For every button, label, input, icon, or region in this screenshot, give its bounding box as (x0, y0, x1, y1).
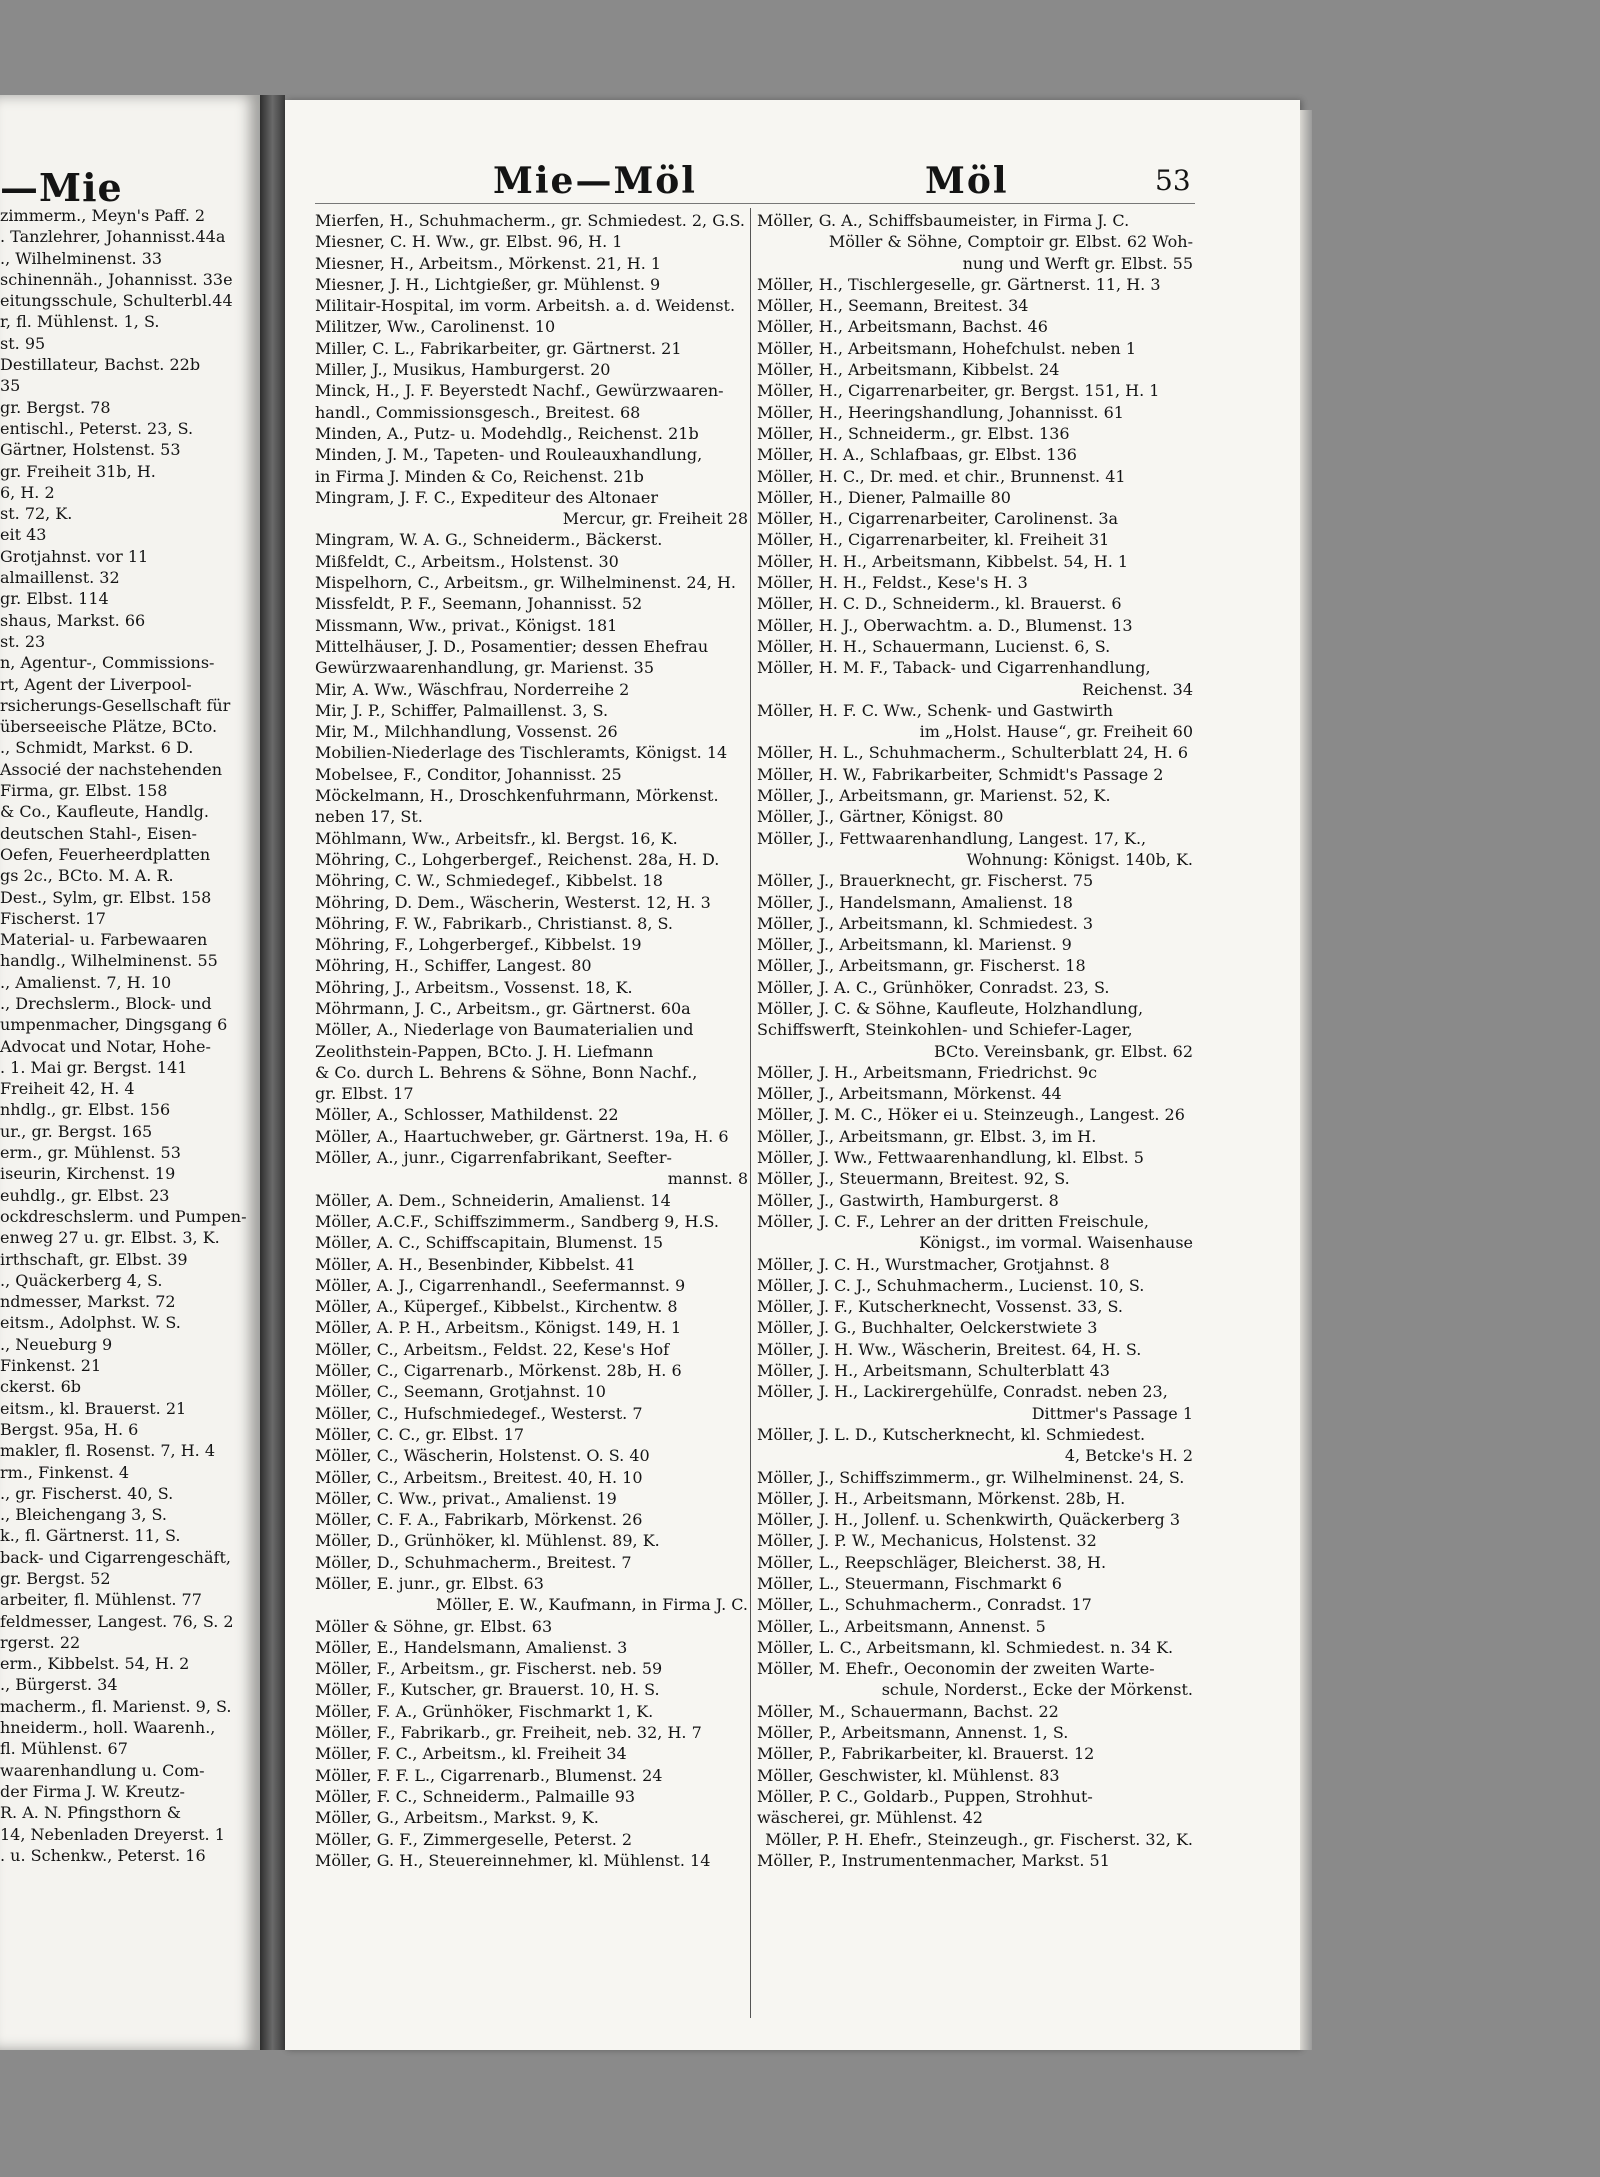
directory-entry: schule, Norderst., Ecke der Mörkenst. (881, 1680, 1193, 1700)
directory-entry: Möller, C. Ww., privat., Amalienst. 19 (315, 1488, 617, 1508)
directory-entry: Möller, H. J., Oberwachtm. a. D., Blumenst. 13 (757, 615, 1133, 635)
directory-entry: irthschaft, gr. Elbst. 39 (0, 1249, 188, 1269)
directory-entry: Mir, M., Milchhandlung, Vossenst. 26 (315, 722, 618, 742)
directory-entry: Finkenst. 21 (0, 1356, 102, 1376)
directory-entry: st. 23 (0, 631, 46, 651)
directory-entry: hneiderm., holl. Waarenh., (0, 1718, 216, 1738)
directory-entry: Missfeldt, P. F., Seemann, Johannisst. 52 (315, 594, 643, 614)
directory-entry: Möller, J. M. C., Höker ei u. Steinzeugh., Langest. 26 (757, 1105, 1185, 1125)
directory-entry: Möller, A. H., Besenbinder, Kibbelst. 41 (315, 1254, 636, 1274)
directory-entry: Miller, J., Musikus, Hamburgerst. 20 (315, 360, 611, 380)
directory-entry: Möller, G. H., Steuereinnehmer, kl. Mühlenst. 14 (315, 1850, 711, 1870)
directory-entry: Möller, G. A., Schiffsbaumeister, in Firma J. C. (757, 211, 1130, 230)
directory-entry: rgerst. 22 (0, 1632, 81, 1652)
directory-entry: Möller, H., Cigarrenarbeiter, kl. Freiheit 31 (757, 530, 1110, 550)
directory-entry: Möller, H., Arbeitsmann, Kibbelst. 24 (757, 360, 1060, 380)
directory-entry: Advocat und Notar, Hohe- (0, 1036, 211, 1056)
directory-entry: Möller, P. C., Goldarb., Puppen, Strohhut- (757, 1786, 1093, 1806)
left-page-lines (0, 205, 260, 1866)
directory-entry: Möhring, J., Arbeitsm., Vossenst. 18, K. (315, 977, 633, 997)
directory-entry: Mierfen, H., Schuhmacherm., gr. Schmiedest. 2, G.S. (315, 211, 745, 230)
directory-entry: eitsm., Adolphst. W. S. (0, 1313, 181, 1333)
directory-entry: Möller, P., Arbeitsmann, Annenst. 1, S. (757, 1723, 1069, 1743)
directory-entry: 4, Betcke's H. 2 (1064, 1446, 1193, 1466)
directory-entry: ckerst. 6b (0, 1377, 82, 1397)
directory-entry: Möller, E. W., Kaufmann, in Firma J. C. (435, 1595, 748, 1615)
directory-entry: R. A. N. Pfingsthorn & (0, 1803, 181, 1823)
directory-entry: ., Bürgerst. 34 (0, 1675, 118, 1695)
directory-entry: Möller, J. F., Kutscherknecht, Vossenst. 33, S. (757, 1297, 1123, 1317)
directory-entry: Möhring, C. W., Schmiedegef., Kibbelst. 18 (315, 871, 663, 891)
directory-entry: ., Schmidt, Markst. 6 D. (0, 738, 194, 758)
directory-entry: Möhring, F. W., Fabrikarb., Christianst. 8, S. (315, 913, 673, 933)
directory-entry: 6, H. 2 (0, 482, 55, 502)
directory-entry: nung und Werft gr. Elbst. 55 (962, 253, 1193, 273)
directory-entry: überseeische Plätze, BCto. (0, 717, 218, 737)
directory-entry: Möller, Geschwister, kl. Mühlenst. 83 (757, 1765, 1060, 1785)
directory-entry: Mercur, gr. Freiheit 28 (562, 509, 748, 529)
directory-entry: Mittelhäuser, J. D., Posamentier; dessen Ehefrau (315, 636, 709, 656)
directory-entry: Möller, A. P. H., Arbeitsm., Königst. 149, H. 1 (315, 1318, 682, 1338)
directory-entry: nhdlg., gr. Elbst. 156 (0, 1100, 171, 1120)
directory-entry: deutschen Stahl-, Eisen- (0, 823, 197, 843)
directory-entry: gs 2c., BCto. M. A. R. (0, 866, 174, 886)
directory-entry: Möller, J., Arbeitsmann, gr. Marienst. 52, K. (757, 786, 1111, 806)
directory-entry: Möller, F. A., Grünhöker, Fischmarkt 1, K. (315, 1701, 654, 1721)
directory-entry: ., gr. Fischerst. 40, S. (0, 1483, 174, 1503)
left-page-header: —Mie (0, 165, 123, 210)
directory-entry: Möhring, D. Dem., Wäscherin, Westerst. 12, H. 3 (315, 892, 711, 912)
directory-entry: Möller, F. C., Arbeitsm., kl. Freiheit 34 (315, 1744, 627, 1764)
directory-entry: erm., Kibbelst. 54, H. 2 (0, 1654, 190, 1674)
directory-entry: Miesner, C. H. Ww., gr. Elbst. 96, H. 1 (315, 232, 623, 252)
directory-entry: zimmerm., Meyn's Paff. 2 (0, 206, 206, 225)
directory-entry: Möller, F., Kutscher, gr. Brauerst. 10, H. S. (315, 1680, 660, 1700)
directory-entry: Möller, J., Schiffszimmerm., gr. Wilhelminenst. 24, S. (757, 1467, 1185, 1487)
directory-entry: Miesner, H., Arbeitsm., Mörkenst. 21, H. 1 (315, 253, 662, 273)
directory-entry: Möller, L. C., Arbeitsmann, kl. Schmiedest. n. 34 K. (757, 1637, 1174, 1657)
directory-entry: 14, Nebenladen Dreyerst. 1 (0, 1824, 225, 1844)
directory-entry: Möller, J. Ww., Fettwaarenhandlung, kl. Elbst. 5 (757, 1148, 1144, 1168)
directory-entry: Möller, C. C., gr. Elbst. 17 (315, 1424, 525, 1444)
directory-entry: wäscherei, gr. Mühlenst. 42 (757, 1808, 983, 1828)
directory-entry: Möller, H. H., Feldst., Kese's H. 3 (757, 573, 1028, 593)
book-gutter (260, 95, 285, 2050)
right-page (285, 100, 1300, 2050)
directory-entry: Möller, F., Fabrikarb., gr. Freiheit, neb. 32, H. 7 (315, 1723, 702, 1743)
directory-entry: entischl., Peterst. 23, S. (0, 418, 194, 438)
directory-entry: Möller, P., Instrumentenmacher, Markst. 51 (757, 1850, 1110, 1870)
page-number: 53 (1155, 164, 1191, 197)
directory-entry: Firma, gr. Elbst. 158 (0, 781, 168, 801)
directory-entry: n, Agentur-, Commissions- (0, 653, 215, 673)
running-header-right: Möl (925, 160, 1009, 202)
directory-entry: Möller, H., Schneiderm., gr. Elbst. 136 (757, 423, 1070, 443)
directory-entry: Dest., Sylm, gr. Elbst. 158 (0, 887, 212, 907)
directory-entry: Möhring, F., Lohgerbergef., Kibbelst. 19 (315, 935, 642, 955)
directory-entry: k., fl. Gärtnerst. 11, S. (0, 1526, 181, 1546)
directory-entry: back- und Cigarrengeschäft, (0, 1547, 231, 1567)
directory-entry: Gewürzwaarenhandlung, gr. Marienst. 35 (315, 658, 654, 678)
directory-entry: Möller, A. Dem., Schneiderin, Amalienst. 14 (315, 1190, 671, 1210)
directory-entry: gr. Elbst. 114 (0, 589, 109, 609)
directory-entry: in Firma J. Minden & Co, Reichenst. 21b (315, 466, 644, 486)
directory-entry: Möller, A., junr., Cigarrenfabrikant, Seefter- (315, 1148, 672, 1168)
directory-entry: Möller, J., Brauerknecht, gr. Fischerst. 75 (757, 871, 1094, 891)
directory-entry: umpenmacher, Dingsgang 6 (0, 1015, 228, 1035)
directory-entry: eit 43 (0, 525, 47, 545)
directory-entry: Möller, C., Hufschmiedegef., Westerst. 7 (315, 1403, 643, 1423)
directory-entry: Möller, C. F. A., Fabrikarb, Mörkenst. 26 (315, 1510, 643, 1530)
directory-entry: Möller, H., Arbeitsmann, Bachst. 46 (757, 317, 1048, 337)
directory-entry: shaus, Markst. 66 (0, 610, 146, 630)
directory-entry: Möller, H. W., Fabrikarbeiter, Schmidt's Passage 2 (757, 764, 1164, 784)
directory-entry: Möller, J., Arbeitsmann, Mörkenst. 44 (757, 1084, 1062, 1104)
directory-entry: Möller, A. J., Cigarrenhandl., Seefermannst. 9 (315, 1275, 686, 1295)
directory-entry: Mir, A. Ww., Wäschfrau, Norderreihe 2 (315, 679, 630, 699)
directory-entry: Oefen, Feuerheerdplatten (0, 844, 211, 864)
directory-entry: Möller, J., Arbeitsmann, gr. Elbst. 3, im H. (757, 1126, 1097, 1146)
running-header-left: Mie—Möl (493, 160, 697, 202)
directory-entry: Möller, J. H., Arbeitsmann, Schulterblatt 43 (757, 1361, 1110, 1381)
directory-entry: Missmann, Ww., privat., Königst. 181 (315, 615, 618, 635)
directory-entry: Mispelhorn, C., Arbeitsm., gr. Wilhelminenst. 24, H. (315, 573, 736, 593)
directory-entry: Möhrmann, J. C., Arbeitsm., gr. Gärtnerst. 60a (315, 998, 691, 1018)
directory-entry: waarenhandlung u. Com- (0, 1760, 205, 1780)
directory-entry: Möller, A., Schlosser, Mathildenst. 22 (315, 1105, 619, 1125)
directory-entry: Militair-Hospital, im vorm. Arbeitsh. a. d. Weidenst. (315, 296, 736, 316)
directory-entry: Möller, H. C. D., Schneiderm., kl. Brauerst. 6 (757, 594, 1122, 614)
directory-entry: Möller, L., Schuhmacherm., Conradst. 17 (757, 1595, 1092, 1615)
directory-entry: Möller, L., Steuermann, Fischmarkt 6 (757, 1574, 1062, 1593)
directory-entry: Möller, H. A., Schlafbaas, gr. Elbst. 136 (757, 445, 1077, 465)
directory-entry: Minden, A., Putz- u. Modehdlg., Reichenst. 21b (315, 423, 699, 443)
directory-entry: handlg., Wilhelminenst. 55 (0, 951, 218, 971)
directory-entry: Miesner, J. H., Lichtgießer, gr. Mühlenst. 9 (315, 274, 661, 294)
directory-entry: Material- u. Farbewaaren (0, 930, 208, 950)
directory-entry: Mobelsee, F., Conditor, Johannisst. 25 (315, 764, 622, 784)
directory-entry: arbeiter, fl. Mühlenst. 77 (0, 1590, 202, 1610)
directory-entry: ., Bleichengang 3, S. (0, 1505, 167, 1525)
directory-entry: Möller, C., Wäscherin, Holstenst. O. S. 40 (315, 1446, 650, 1466)
directory-entry: ndmesser, Markst. 72 (0, 1292, 176, 1312)
directory-entry: Möller, J. C. F., Lehrer an der dritten Freischule, (757, 1211, 1149, 1231)
directory-entry: r, fl. Mühlenst. 1, S. (0, 312, 160, 332)
directory-entry: Möller & Söhne, gr. Elbst. 63 (315, 1616, 553, 1636)
left-page (0, 95, 260, 2050)
directory-entry: ockdreschslerm. und Pumpen- (0, 1206, 247, 1226)
directory-entry: Möller, A.C.F., Schiffszimmerm., Sandberg 9, H.S. (315, 1211, 720, 1231)
directory-entry: im „Holst. Hause“, gr. Freiheit 60 (919, 722, 1193, 742)
directory-entry: Möller, E., Handelsmann, Amalienst. 3 (315, 1637, 628, 1657)
directory-entry: Möller, P. H. Ehefr., Steinzeugh., gr. Fischerst. 32, K. (765, 1829, 1193, 1849)
directory-entry: Möller, J. H., Lackirergehülfe, Conradst. neben 23, (757, 1382, 1168, 1402)
directory-entry: Möhring, H., Schiffer, Langest. 80 (315, 956, 592, 976)
directory-entry: Möller, C., Arbeitsm., Breitest. 40, H. 10 (315, 1467, 643, 1487)
directory-entry: & Co. durch L. Behrens & Söhne, Bonn Nachf., (315, 1062, 698, 1082)
directory-entry: Möller, J. G., Buchhalter, Oelckerstwiete 3 (757, 1318, 1098, 1338)
directory-entry: Möller, J. H. Ww., Wäscherin, Breitest. 64, H. S. (757, 1339, 1142, 1359)
directory-entry: . u. Schenkw., Peterst. 16 (0, 1845, 206, 1865)
directory-entry: Zeolithstein-Pappen, BCto. J. H. Liefmann (315, 1041, 654, 1061)
directory-entry: gr. Bergst. 78 (0, 397, 111, 417)
directory-entry: Möller, J., Fettwaarenhandlung, Langest. 17, K., (757, 828, 1147, 848)
directory-entry: Möller, P., Fabrikarbeiter, kl. Brauerst. 12 (757, 1744, 1095, 1764)
directory-entry: Möller, C., Arbeitsm., Feldst. 22, Kese's Hof (315, 1339, 670, 1359)
directory-entry: Möller, D., Schuhmacherm., Breitest. 7 (315, 1552, 632, 1572)
directory-entry: Möller, H., Seemann, Breitest. 34 (757, 296, 1029, 316)
directory-entry: gr. Freiheit 31b, H. (0, 461, 156, 481)
directory-entry: Möller, J., Arbeitsmann, kl. Schmiedest. 3 (757, 913, 1094, 933)
directory-entry: ., Amalienst. 7, H. 10 (0, 972, 172, 992)
directory-entry: eitsm., kl. Brauerst. 21 (0, 1398, 187, 1418)
directory-entry: Möller, H. M. F., Taback- und Cigarrenhandlung, (757, 658, 1151, 678)
directory-entry: Möller, H., Diener, Palmaille 80 (757, 487, 1011, 507)
directory-entry: Möller, J. H., Jollenf. u. Schenkwirth, Quäckerberg 3 (757, 1510, 1181, 1530)
directory-entry: Möller, J. C. J., Schuhmacherm., Lucienst. 10, S. (757, 1275, 1145, 1295)
directory-entry: Königst., im vormal. Waisenhause (919, 1233, 1193, 1253)
directory-entry: Möller, J., Gastwirth, Hamburgerst. 8 (757, 1190, 1059, 1210)
directory-entry: 35 (0, 376, 21, 396)
directory-entry: Möller, L., Arbeitsmann, Annenst. 5 (757, 1616, 1046, 1636)
directory-entry: neben 17, St. (315, 807, 423, 827)
directory-entry: almaillenst. 32 (0, 568, 120, 588)
directory-entry: ., Neueburg 9 (0, 1334, 113, 1354)
directory-entry: Dittmer's Passage 1 (1031, 1403, 1193, 1423)
directory-entry: Möller, L., Reepschläger, Bleicherst. 38, H. (757, 1552, 1107, 1572)
directory-entry: Möller, J., Arbeitsmann, gr. Fischerst. 18 (757, 956, 1086, 976)
directory-entry: Möller, M., Schauermann, Bachst. 22 (757, 1701, 1059, 1721)
directory-entry: makler, fl. Rosenst. 7, H. 4 (0, 1441, 216, 1461)
directory-entry: Möller, J., Arbeitsmann, kl. Marienst. 9 (757, 935, 1072, 955)
directory-entry: Möller, H. L., Schuhmacherm., Schulterblatt 24, H. 6 (757, 743, 1189, 763)
directory-entry: rt, Agent der Liverpool- (0, 674, 192, 694)
directory-entry: . Tanzlehrer, Johannisst.44a (0, 227, 226, 247)
directory-entry: eitungsschule, Schulterbl.44 (0, 291, 233, 311)
directory-entry: ., Drechslerm., Block- und (0, 993, 212, 1013)
directory-entry: Möller, J. C. & Söhne, Kaufleute, Holzhandlung, (757, 998, 1144, 1018)
directory-entry: Möhring, C., Lohgerbergef., Reichenst. 28a, H. D. (315, 849, 720, 869)
directory-entry: Reichenst. 34 (1082, 679, 1193, 699)
directory-entry: rsicherungs-Gesellschaft für (0, 695, 231, 715)
directory-entry: Miller, C. L., Fabrikarbeiter, gr. Gärtnerst. 21 (315, 338, 682, 358)
directory-entry: euhdlg., gr. Elbst. 23 (0, 1185, 170, 1205)
directory-entry: Möller, G., Arbeitsm., Markst. 9, K. (315, 1808, 599, 1828)
directory-entry: Möller, A. C., Schiffscapitain, Blumenst. 15 (315, 1233, 664, 1253)
directory-entry: Möller, H. C., Dr. med. et chir., Brunnenst. 41 (757, 466, 1126, 486)
directory-entry: Associé der nachstehenden (0, 759, 222, 779)
directory-entry: Militzer, Ww., Carolinenst. 10 (315, 317, 556, 337)
directory-entry: feldmesser, Langest. 76, S. 2 (0, 1611, 234, 1631)
directory-entry: Möller, J., Steuermann, Breitest. 92, S. (757, 1169, 1070, 1189)
directory-entry: Möller, H. F. C. Ww., Schenk- und Gastwirth (757, 700, 1114, 720)
directory-entry: Möller, H., Arbeitsmann, Hohefchulst. neben 1 (757, 338, 1136, 358)
directory-entry: Möller, F. C., Schneiderm., Palmaille 93 (315, 1786, 636, 1806)
directory-entry: Möller, J. H., Arbeitsmann, Mörkenst. 28b, H. (757, 1488, 1126, 1508)
directory-entry: enweg 27 u. gr. Elbst. 3, K. (0, 1228, 220, 1248)
directory-entry: Destillateur, Bachst. 22b (0, 355, 201, 375)
directory-entry: BCto. Vereinsbank, gr. Elbst. 62 (933, 1041, 1193, 1061)
directory-entry: gr. Bergst. 52 (0, 1569, 111, 1588)
directory-entry: ur., gr. Bergst. 165 (0, 1121, 153, 1141)
directory-entry: Möller, H. H., Schauermann, Lucienst. 6, S. (757, 636, 1111, 656)
directory-entry: Möller, A., Haartuchweber, gr. Gärtnerst. 19a, H. 6 (315, 1126, 729, 1146)
directory-entry: rm., Finkenst. 4 (0, 1462, 130, 1482)
directory-entry: Mobilien-Niederlage des Tischleramts, Königst. 14 (315, 743, 728, 763)
column-divider (750, 208, 751, 2018)
directory-entry: Möller, C., Seemann, Grotjahnst. 10 (315, 1382, 606, 1402)
directory-entry: Mir, J. P., Schiffer, Palmaillenst. 3, S. (315, 700, 609, 720)
directory-entry: Fischerst. 17 (0, 908, 106, 928)
directory-entry: mannst. 8 (667, 1169, 748, 1189)
directory-entry: Möller, D., Grünhöker, kl. Mühlenst. 89, K. (315, 1531, 660, 1551)
directory-entry: Möller, J., Gärtner, Königst. 80 (757, 807, 1004, 827)
directory-entry: der Firma J. W. Kreutz- (0, 1781, 185, 1801)
directory-entry: & Co., Kaufleute, Handlg. (0, 802, 209, 822)
directory-entry: Mingram, J. F. C., Expediteur des Altonaer (315, 487, 659, 507)
directory-entry: erm., gr. Mühlenst. 53 (0, 1143, 181, 1163)
directory-entry: Wohnung: Königst. 140b, K. (966, 849, 1193, 869)
directory-entry: st. 72, K. (0, 504, 73, 524)
directory-entry: schinennäh., Johannisst. 33e (0, 269, 233, 289)
directory-entry: Möller, J. P. W., Mechanicus, Holstenst. 32 (757, 1531, 1097, 1551)
directory-entry: Möller, J. L. D., Kutscherknecht, kl. Schmiedest. (757, 1424, 1146, 1444)
directory-entry: Möller & Söhne, Comptoir gr. Elbst. 62 Woh- (828, 232, 1193, 252)
page-edge (1300, 110, 1312, 2050)
directory-entry: Möller, F. F. L., Cigarrenarb., Blumenst. 24 (315, 1765, 663, 1785)
directory-entry: iseurin, Kirchenst. 19 (0, 1164, 176, 1184)
directory-entry: Möller, J. A. C., Grünhöker, Conradst. 23, S. (757, 977, 1110, 997)
directory-entry: Möller, J., Handelsmann, Amalienst. 18 (757, 892, 1073, 912)
directory-entry: Mingram, W. A. G., Schneiderm., Bäckerst. (315, 530, 663, 550)
directory-entry: Möller, M. Ehefr., Oeconomin der zweiten Warte- (757, 1659, 1155, 1679)
directory-entry: Minden, J. M., Tapeten- und Rouleauxhandlung, (315, 445, 703, 465)
directory-entry: Möckelmann, H., Droschkenfuhrmann, Mörkenst. (315, 786, 719, 806)
directory-entry: ., Quäckerberg 4, S. (0, 1270, 163, 1290)
directory-entry: Schiffswerft, Steinkohlen- und Schiefer-Lager, (757, 1020, 1133, 1040)
directory-entry: Möller, H. H., Arbeitsmann, Kibbelst. 54, H. 1 (757, 551, 1129, 571)
directory-entry: st. 95 (0, 333, 46, 353)
directory-column-1 (315, 210, 750, 1871)
directory-entry: Möller, J. H., Arbeitsmann, Friedrichst. 9c (757, 1062, 1098, 1082)
directory-entry: Bergst. 95a, H. 6 (0, 1419, 139, 1439)
directory-entry: Gärtner, Holstenst. 53 (0, 440, 181, 460)
directory-entry: Grotjahnst. vor 11 (0, 546, 149, 566)
directory-entry: fl. Mühlenst. 67 (0, 1739, 128, 1759)
directory-entry: Möller, H., Cigarrenarbeiter, gr. Bergst. 151, H. 1 (757, 381, 1160, 401)
header-rule (315, 203, 1195, 204)
directory-entry: . 1. Mai gr. Bergst. 141 (0, 1057, 188, 1077)
directory-entry: ., Wilhelminenst. 33 (0, 248, 163, 268)
directory-entry: Möller, H., Tischlergeselle, gr. Gärtnerst. 11, H. 3 (757, 274, 1161, 294)
directory-entry: Möller, H., Cigarrenarbeiter, Carolinenst. 3a (757, 509, 1119, 529)
directory-entry: Möller, J. C. H., Wurstmacher, Grotjahnst. 8 (757, 1254, 1110, 1274)
directory-entry: Möller, C., Cigarrenarb., Mörkenst. 28b, H. 6 (315, 1361, 682, 1381)
directory-entry: handl., Commissionsgesch., Breitest. 68 (315, 402, 641, 422)
directory-entry: Möhlmann, Ww., Arbeitsfr., kl. Bergst. 16, K. (315, 828, 678, 848)
directory-entry: Freiheit 42, H. 4 (0, 1079, 135, 1099)
directory-entry: macherm., fl. Marienst. 9, S. (0, 1696, 232, 1716)
directory-entry: Möller, A., Niederlage von Baumaterialien und (315, 1020, 694, 1040)
directory-column-2 (757, 210, 1195, 1871)
directory-entry: Möller, A., Küpergef., Kibbelst., Kirchentw. 8 (315, 1297, 678, 1317)
directory-entry: Mißfeldt, C., Arbeitsm., Holstenst. 30 (315, 551, 619, 571)
directory-entry: Möller, E. junr., gr. Elbst. 63 (315, 1574, 544, 1593)
directory-entry: gr. Elbst. 17 (315, 1084, 414, 1104)
directory-entry: Möller, H., Heeringshandlung, Johannisst. 61 (757, 402, 1124, 422)
directory-entry: Möller, G. F., Zimmergeselle, Peterst. 2 (315, 1829, 633, 1849)
directory-entry: Minck, H., J. F. Beyerstedt Nachf., Gewürzwaaren- (315, 381, 724, 401)
directory-entry: Möller, F., Arbeitsm., gr. Fischerst. neb. 59 (315, 1659, 663, 1679)
